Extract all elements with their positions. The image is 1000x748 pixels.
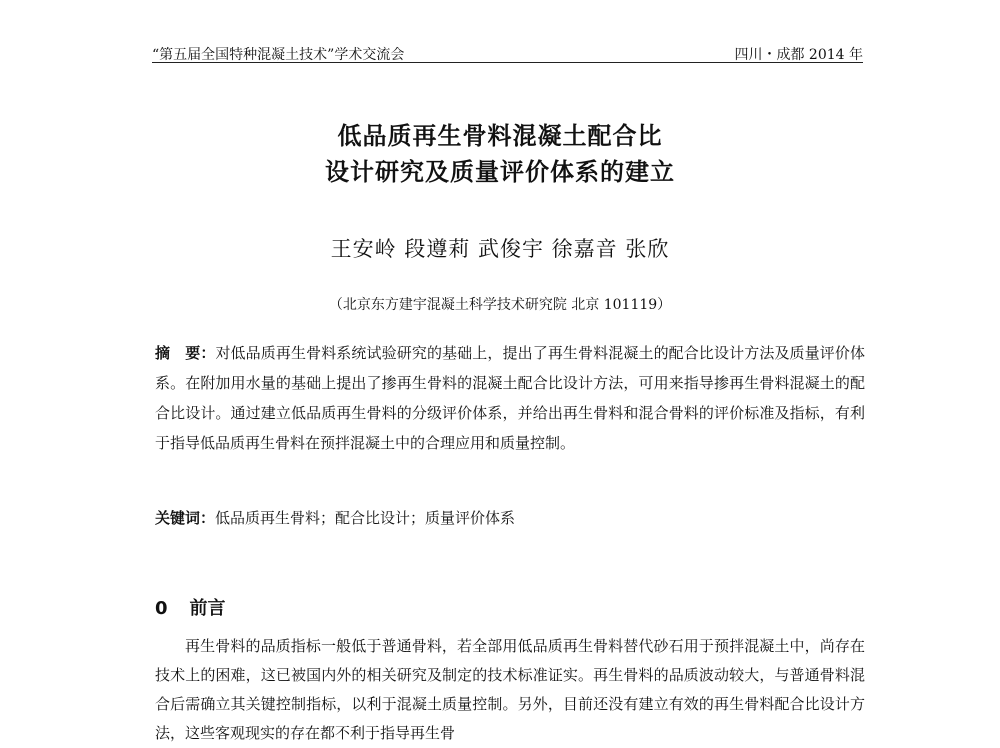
title-line-2: 设计研究及质量评价体系的建立 (325, 158, 675, 186)
title-line-1: 低品质再生骨料混凝土配合比 (337, 122, 663, 150)
conference-name: “第五届全国特种混凝土技术”学术交流会 (152, 47, 405, 63)
running-header (152, 38, 863, 63)
keywords (155, 503, 865, 533)
section-heading (155, 594, 226, 620)
affiliation: （北京东方建宇混凝土科学技术研究院 北京 101119） (328, 297, 672, 313)
abstract-label: 摘 要： (155, 344, 216, 362)
body-paragraph: 再生骨料的品质指标一般低于普通骨料，若全部用低品质再生骨料替代砂石用于预拌混凝土中，尚存在技术上的困难，这已被国内外的相关研究及制定的技术标准证实。再生骨料的品质波动较大，与普通骨料混合后需确立其关键控制指标，以利于混凝土质量控制。另外，目前还没有建立有效的再生骨料配合比设计方法，这些客观现实的存在都不利于指导再生骨 (155, 637, 865, 742)
section-number: 0 (155, 598, 168, 619)
location-year: 四川・成都 2014 年 (734, 47, 863, 63)
paper-title (0, 118, 1000, 190)
abstract (155, 338, 865, 458)
section-title: 前言 (189, 598, 226, 619)
abstract-text: 对低品质再生骨料系统试验研究的基础上，提出了再生骨料混凝土的配合比设计方法及质量评价体系。在附加用水量的基础上提出了掺再生骨料的混凝土配合比设计方法，可用来指导掺再生骨料混凝土的配合比设计。通过建立低品质再生骨料的分级评价体系，并给出再生骨料和混合骨料的评价标准及指标，有利于指导低品质再生骨料在预拌混凝土中的合理应用和质量控制。 (155, 344, 865, 452)
keywords-text: 低品质再生骨料；配合比设计；质量评价体系 (215, 509, 516, 527)
keywords-label: 关键词： (155, 509, 216, 527)
authors: 王安岭 段遵莉 武俊宇 徐嘉音 张欣 (330, 237, 670, 261)
